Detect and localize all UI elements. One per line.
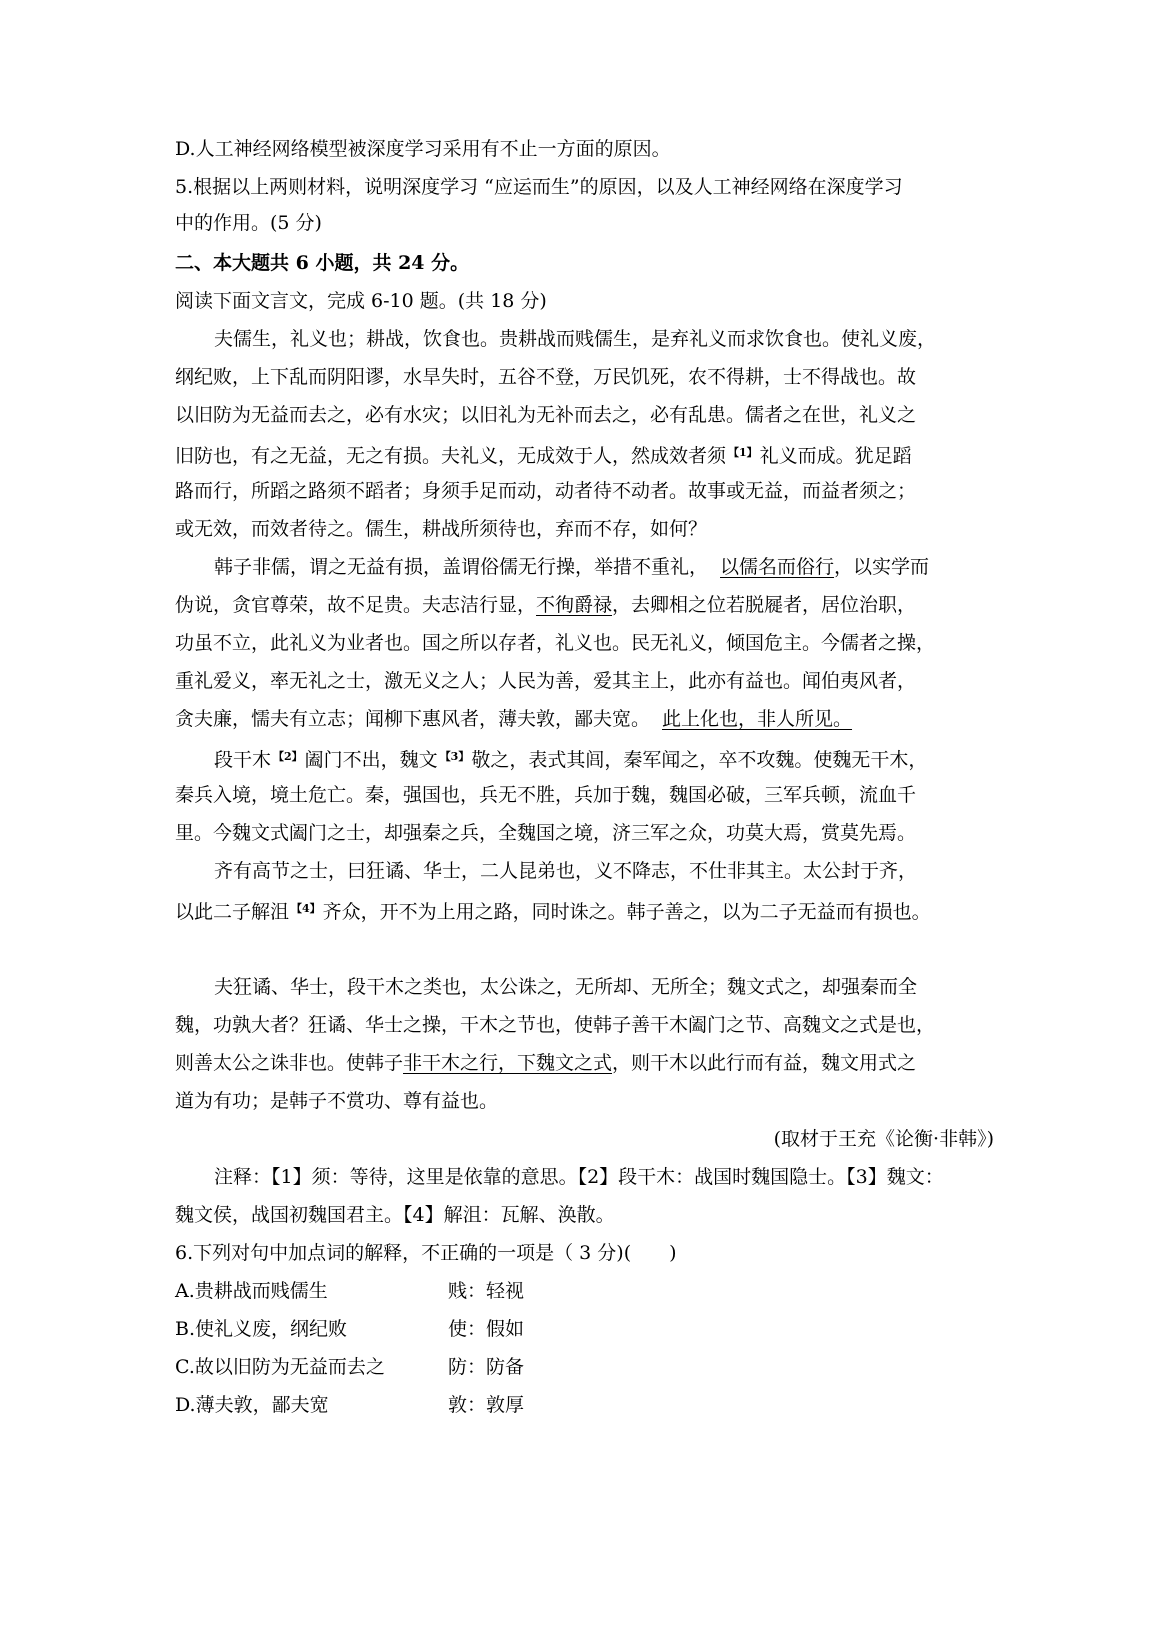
q6-option-c-definition: 防：防备: [448, 1356, 525, 1378]
passage-p2-line-1: 韩子非儒，谓之无益有损，盖谓俗儒无行操，举措不重礼， 以儒名而俗行，以实学而: [214, 556, 930, 578]
passage-p5-line-1: 夫狂谲、华士，段干木之类也，太公诛之，无所却、无所全；魏文式之，却强秦而全: [214, 976, 918, 998]
underlined-phrase: 非干木之行，下魏文之式: [403, 1052, 613, 1074]
q5-line-2: 中的作用。(5 分): [175, 212, 322, 234]
passage-p1-line-1: 夫儒生，礼义也；耕战，饮食也。贵耕战而贱儒生，是弃礼义而求饮食也。使礼义废，: [214, 328, 937, 350]
q6-option-c: C.故以旧防为无益而去之: [175, 1356, 385, 1378]
passage-p4-line-1: 齐有高节之士，曰狂谲、华士，二人昆弟也，义不降志，不仕非其主。太公封于齐，: [214, 860, 918, 882]
passage-p3-line-2: 秦兵入境，境土危亡。秦，强国也，兵无不胜，兵加于魏，魏国必破，三军兵顿，流血千: [175, 784, 917, 806]
passage-p1-line-5: 路而行，所蹈之路须不蹈者；身须手足而动，动者待不动者。故事或无益，而益者须之；: [175, 480, 917, 502]
q6-option-a: A.贵耕战而贱儒生: [175, 1280, 328, 1302]
q6-option-a-definition: 贱：轻视: [448, 1280, 525, 1302]
underlined-phrase: 此上化也，非人所见。: [662, 708, 853, 730]
q6-option-b-definition: 使：假如: [448, 1318, 525, 1340]
underlined-phrase: 以儒名而俗行: [720, 556, 835, 578]
notes-line-2: 魏文侯，战国初魏国君主。【4】解沮：瓦解、涣散。: [175, 1204, 615, 1226]
passage-p3-line-1: 段干木 $^{【2】}$ 阖门不出，魏文 $^{【3】}$ 敬之，表式其闾，秦军闻之，卒不攻魏。使魏无干木，: [214, 749, 928, 771]
passage-p1-line-4: 旧防也，有之无益，无之有损。夫礼义，无成效于人，然成效者须 $^{【1】}$ 礼义而成。犹足蹈: [175, 445, 912, 467]
passage-p5-line-3: 则善太公之诛非也。使韩子非干木之行，下魏文之式，则干木以此行而有益，魏文用式之: [175, 1052, 917, 1074]
note-marker-1: 【1】: [728, 446, 758, 459]
passage-p1-line-2: 纲纪败，上下乱而阴阳谬，水旱失时，五谷不登，万民饥死，农不得耕，士不得战也。故: [175, 366, 917, 388]
q4-option-d: D.人工神经网络模型被深度学习采用有不止一方面的原因。: [175, 138, 671, 160]
source-citation: (取材于王充《论衡·非韩》): [773, 1128, 994, 1150]
passage-p2-line-3: 功虽不立，此礼义为业者也。国之所以存者，礼义也。民无礼义，倾国危主。今儒者之操，: [175, 632, 936, 654]
notes-line-1: 注释：【1】须：等待，这里是依靠的意思。【2】段干木：战国时魏国隐士。【3】魏文：: [214, 1166, 944, 1188]
passage-p2-line-2: 伪说，贪官尊荣，故不足贵。夫志洁行显，不徇爵禄，去卿相之位若脱屣者，居位治职，: [175, 594, 917, 616]
q6-option-d-definition: 敦：敦厚: [448, 1394, 525, 1416]
passage-p2-line-4: 重礼爱义，率无礼之士，激无义之人；人民为善，爱其主上，此亦有益也。闻伯夷风者，: [175, 670, 917, 692]
q5-line-1: 5.根据以上两则材料，说明深度学习 “应运而生”的原因，以及人工神经网络在深度学习: [175, 176, 903, 198]
passage-p1-line-6: 或无效，而效者待之。儒生，耕战所须待也，弃而不存，如何？: [175, 518, 708, 540]
q6-option-d: D.薄夫敦，鄙夫宽: [175, 1394, 329, 1416]
passage-p5-line-4: 道为有功；是韩子不赏功、尊有益也。: [175, 1090, 499, 1112]
q6-option-b: B.使礼义废，纲纪败: [175, 1318, 348, 1340]
note-marker-3: 【3】: [439, 750, 470, 763]
passage-p4-line-2: 以此二子解沮 $^{【4】}$ 齐众，开不为上用之路，同时诛之。韩子善之，以为二子无益而有损也。: [175, 901, 931, 923]
passage-p5-line-2: 魏，功孰大者？狂谲、华士之操，干木之节也，使韩子善干木阖门之节、高魏文之式是也，: [175, 1014, 936, 1036]
underlined-phrase: 不徇爵禄: [536, 594, 613, 616]
reading-instruction: 阅读下面文言文，完成 6-10 题。(共 18 分): [175, 290, 547, 312]
passage-p1-line-3: 以旧防为无益而去之，必有水灾；以旧礼为无补而去之，必有乱患。儒者之在世，礼义之: [175, 404, 917, 426]
note-marker-2: 【2】: [273, 750, 303, 763]
passage-p2-line-5: 贪夫廉，懦夫有立志；闻柳下惠风者，薄夫敦，鄙夫宽。 此上化也，非人所见。: [175, 708, 853, 730]
passage-p3-line-3: 里。今魏文式阖门之士，却强秦之兵，全魏国之境，济三军之众，功莫大焉，赏莫先焉。: [175, 822, 917, 844]
section-2-heading: 二、本大题共 6 小题，共 24 分。: [175, 252, 470, 274]
question-6: 6.下列对句中加点词的解释，不正确的一项是（ 3 分)( ): [175, 1242, 677, 1264]
note-marker-4: 【4】: [291, 902, 321, 915]
